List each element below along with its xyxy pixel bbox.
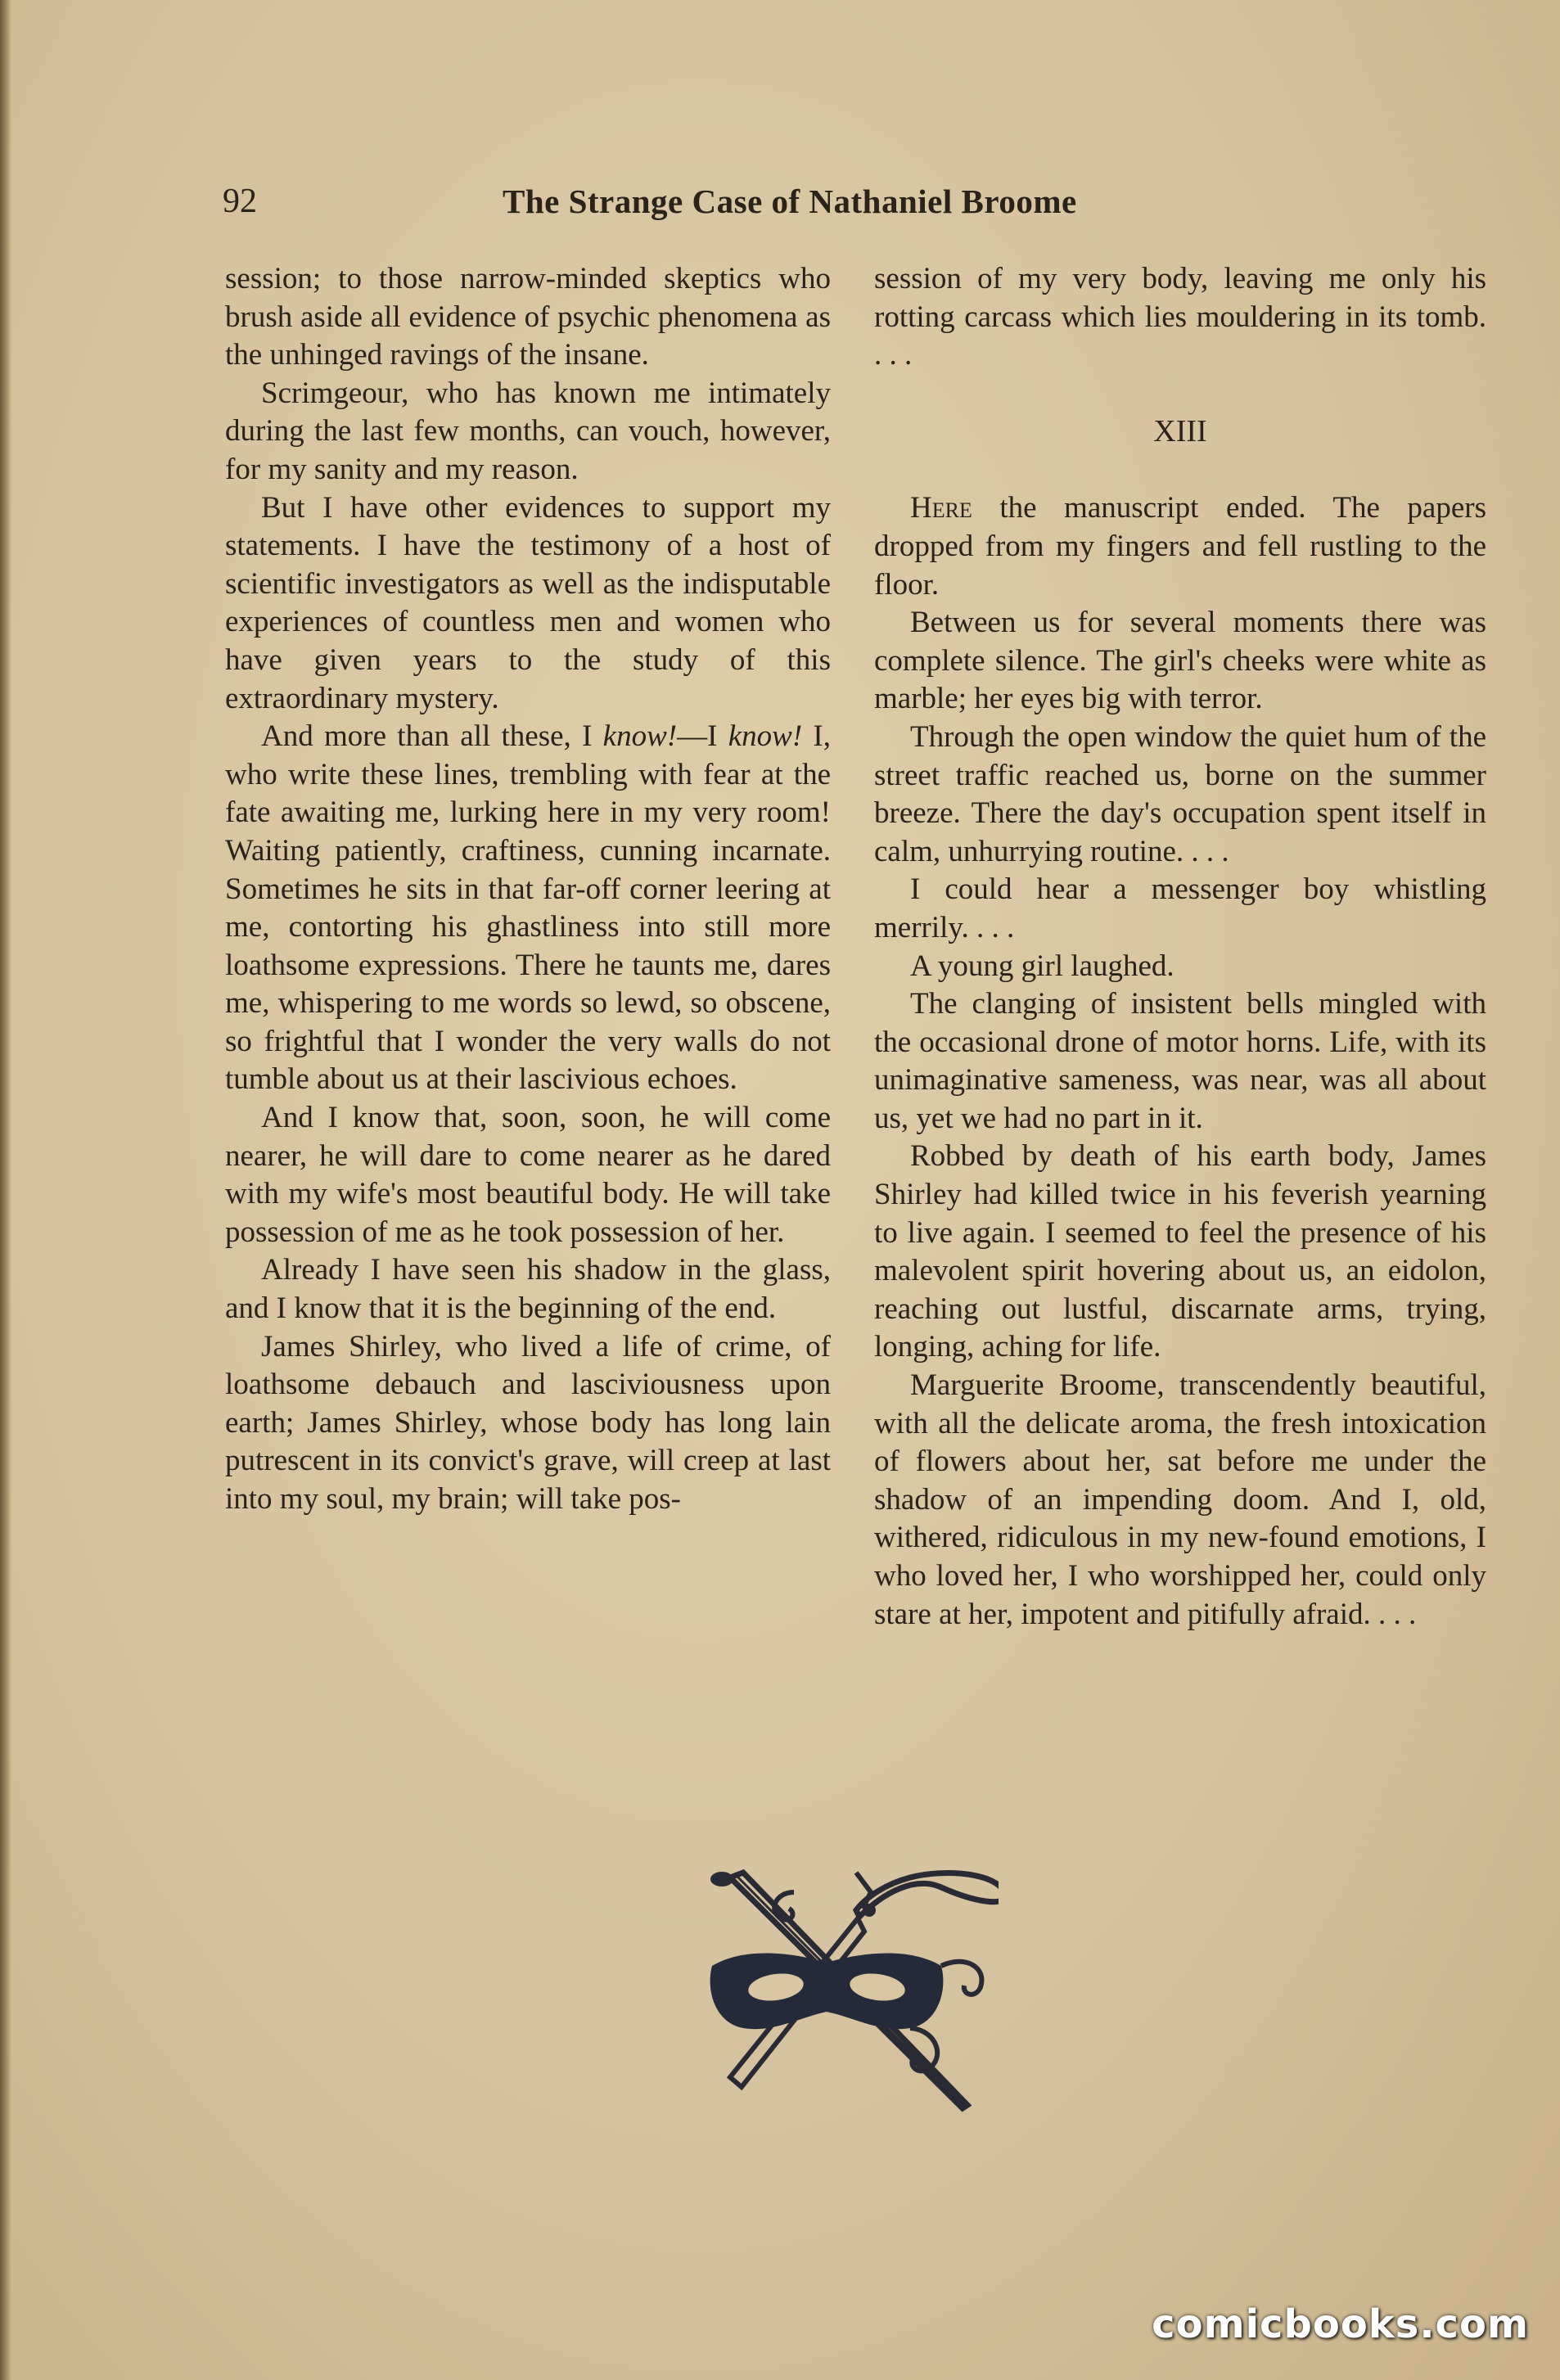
paragraph: Between us for several moments there was complete silence. The girl's cheeks were white as marble; her eyes big with terror.	[874, 606, 1486, 716]
paragraph: I could hear a messenger boy whistling merrily. . . .	[874, 872, 1486, 944]
page-number: 92	[223, 183, 257, 220]
paragraph: James Shirley, who lived a life of crime, of loathsome debauch and lasciviousness upon earth; James Shirley, whose body has long lain putrescent in its convict's grave, will creep at last into my soul, my brain; will take pos-	[225, 1329, 831, 1516]
paragraph: session; to those narrow-minded skeptics who brush aside all evidence of psychic phenomena as the unhinged ravings of the insane.	[225, 262, 831, 372]
paragraph: A young girl laughed.	[910, 949, 1175, 983]
paragraph	[874, 489, 1486, 604]
text-run: And more than all these, I	[261, 719, 603, 754]
watermark: comicbooks.com	[1152, 2301, 1529, 2347]
smallcaps-lead: Here	[910, 491, 972, 525]
left-text-column	[225, 260, 831, 1519]
paragraph: Scrimgeour, who has known me intimately during the last few months, can vouch, however, for my sanity and my reason.	[225, 376, 831, 486]
right-text-column	[874, 260, 1486, 1634]
chapter-number: XIII	[1153, 413, 1207, 449]
paragraph: But I have other evidences to support my statements. I have the testimony of a host of scientific investigators as well as the indisputable experiences of countless men and women who have given years to the study of this extraordinary mystery.	[225, 490, 831, 715]
text-run: the manuscript ended. The papers dropped from my fingers and fell rustling to the floor.	[874, 491, 1486, 602]
paragraph: Through the open window the quiet hum of the street traffic reached us, borne on the summer breeze. There the day's occupation spent itself in calm, unhurrying routine. . . .	[874, 719, 1486, 868]
paragraph: Already I have seen his shadow in the glass, and I know that it is the beginning of the end.	[225, 1253, 831, 1326]
text-run: I, who write these lines, trembling with fear at the fate awaiting me, lurking here in my very room! Waiting patiently, craftiness, cunning incarnate. Sometimes he sits in that far-off corner leering at me, contorting his ghastliness into still more loathsome expressions. There he taunts me, dares me, whispering to me words so lewd, so obscene, so frightful that I wonder the very walls do not tumble about us at their lascivious echoes.	[225, 719, 832, 1097]
page-binding-edge	[0, 0, 11, 2380]
text-run: —I	[677, 719, 728, 754]
emphasis: know!	[602, 719, 678, 754]
running-title: The Strange Case of Nathaniel Broome	[503, 183, 1077, 220]
mask-dagger-pistol-icon	[696, 1868, 999, 2113]
emphasis: know!	[728, 719, 803, 754]
paragraph: And I know that, soon, soon, he will come nearer, he will dare to come nearer as he dared with my wife's most beautiful body. He will take possession of me as he took possession of her.	[225, 1101, 831, 1249]
paragraph: The clanging of insistent bells mingled with the occasional drone of motor horns. Life, with its unimaginative sameness, was near, was all about us, yet we had no part in it.	[874, 987, 1486, 1135]
paragraph: Robbed by death of his earth body, James Shirley had killed twice in his feverish yearning to live again. I seemed to feel the presence of his malevolent spirit hovering about us, an eidolon, reaching out lustful, discarnate arms, trying, longing, aching for life.	[874, 1139, 1486, 1364]
paragraph	[225, 718, 831, 1099]
paragraph: session of my very body, leaving me only his rotting carcass which lies mouldering in its tomb. . . .	[874, 262, 1486, 372]
paragraph: Marguerite Broome, transcendently beautiful, with all the delicate aroma, the fresh intoxication of flowers about her, sat before me under the shadow of an impending doom. And I, old, withered, ridiculous in my new-found emotions, I who loved her, I who worshipped her, could only stare at her, impotent and pitifully afraid. . . .	[874, 1368, 1486, 1631]
page-header	[223, 182, 1483, 231]
